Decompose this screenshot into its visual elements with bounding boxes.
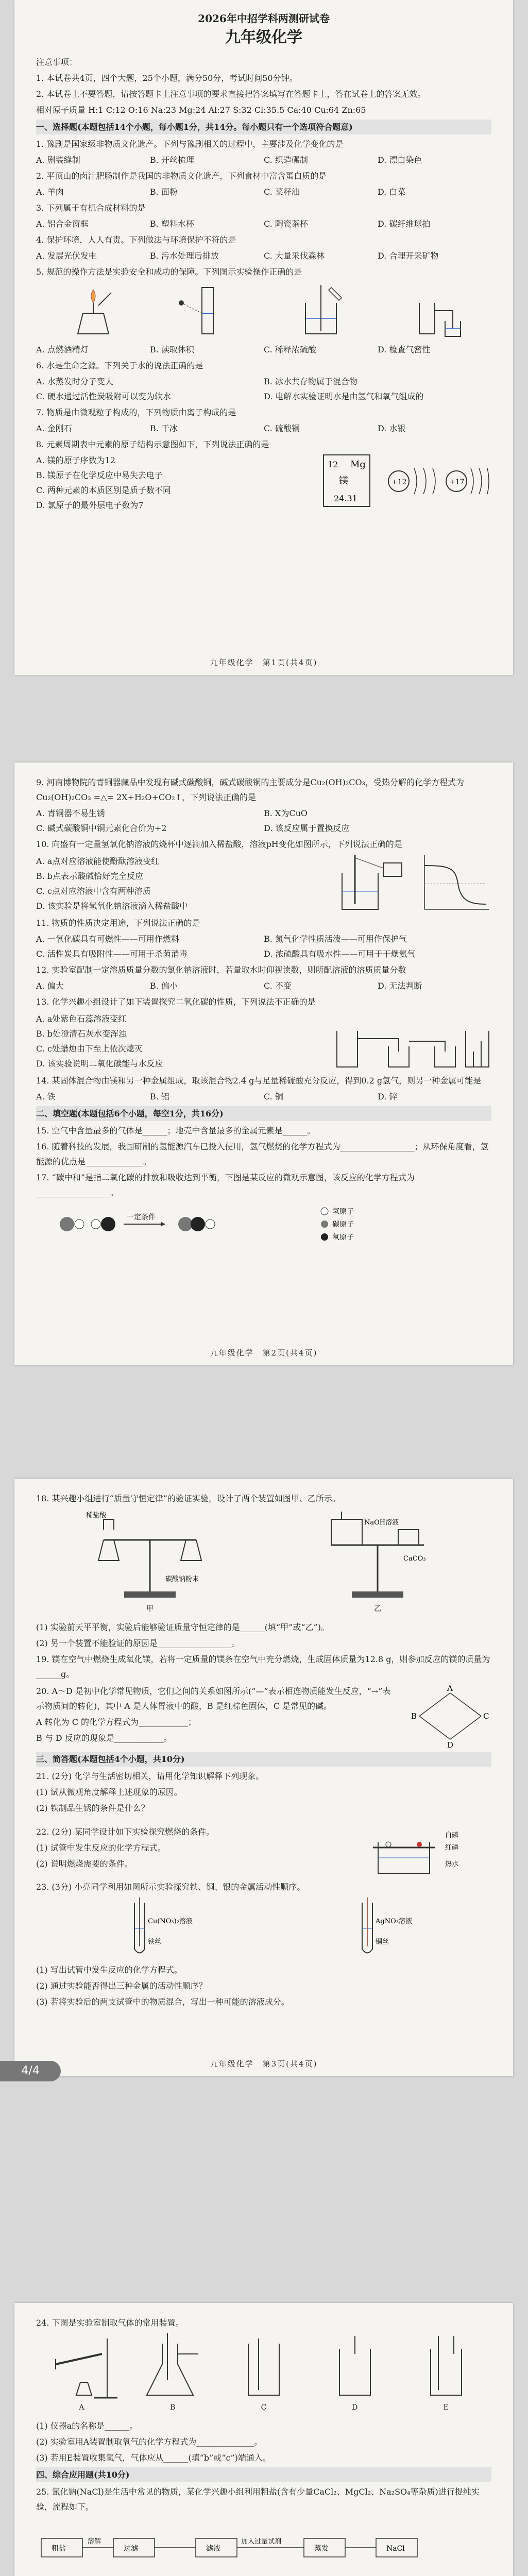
option: D. 水银 bbox=[378, 423, 406, 433]
option: C. 织造碾制 bbox=[264, 155, 308, 165]
legend-oxygen: 氧原子 bbox=[332, 1233, 354, 1242]
option: A. 金刚石 bbox=[36, 423, 72, 433]
option: D. 碳纤维球拍 bbox=[378, 219, 431, 229]
apparatus-label-e: E bbox=[443, 2403, 449, 2412]
apparatus-a bbox=[45, 2333, 117, 2400]
label-cuno3: Cu(NO₃)₂溶液 bbox=[148, 1918, 193, 1925]
subject-title: 九年级化学 bbox=[225, 28, 302, 46]
apparatus-b bbox=[137, 2333, 209, 2400]
question-14: 14. 某固体混合物由镁和另一种金属组成，取该混合物2.4 g与足量稀硫酸充分反应，得到0.2 g氢气，则另一种金属可能是 bbox=[36, 1076, 482, 1086]
node-a: A bbox=[447, 1684, 453, 1693]
q23-sub-1: (1) 写出试管中发生反应的化学方程式。 bbox=[36, 1965, 182, 1975]
relation-diagram bbox=[409, 1683, 491, 1750]
label-hot-water: 热水 bbox=[445, 1860, 459, 1868]
note-1: 1. 本试卷共4页，四个大题，25个小题，满分50分，考试时间50分钟。 bbox=[36, 73, 298, 83]
apparatus-c bbox=[228, 2333, 300, 2400]
q24-sub-2: (2) 实验室用A装置制取氧气的化学方程式为______________。 bbox=[36, 2437, 263, 2447]
question-19: 19. 镁在空气中燃烧生成氧化镁，若将一定质量的镁条在空气中充分燃烧，生成固体质量为12.8 g，则参加反应的镁的质量为______g。 bbox=[36, 1654, 490, 1679]
node-d: D bbox=[447, 1740, 454, 1750]
question-22: 22. (2分) 某同学设计如下实验探究燃烧的条件。 bbox=[36, 1826, 215, 1837]
question-1: 1. 豫剧是国家级非物质文化遗产。下列与豫剧相关的过程中，主要涉及化学变化的是 bbox=[36, 139, 344, 149]
option: C. 陶瓷茶杯 bbox=[264, 219, 308, 229]
q20-sub-2: B 与 D 反应的现象是____________。 bbox=[36, 1733, 172, 1743]
option: D. 氯原子的最外层电子数为7 bbox=[36, 500, 144, 510]
node-b: B bbox=[411, 1711, 417, 1721]
question-17: 17. “碳中和”是指二氧化碳的排放和吸收达到平衡，下图是某反应的微观示意图，该反应的化学方程式为__________________。 bbox=[36, 1173, 415, 1197]
node-c: C bbox=[483, 1711, 489, 1721]
atom-nucleus-left: +12 bbox=[391, 478, 407, 486]
dilution-figure bbox=[290, 282, 352, 339]
question-6: 6. 水是生命之源。下列关于水的说法正确的是 bbox=[36, 361, 203, 370]
option: B. X为CuO bbox=[264, 808, 308, 818]
question-2: 2. 平顶山的卤汁肥肠制作是我国的非物质文化遗产，下列食材中富含蛋白质的是 bbox=[36, 171, 327, 181]
option: B. 开丝梳理 bbox=[150, 155, 194, 165]
q18-sub-1: (1) 实验前天平平衡，实验后能够验证质量守恒定律的是______(填“甲”或“乙”)。 bbox=[36, 1622, 329, 1632]
exam-page-3 bbox=[14, 1479, 513, 2076]
figure-label-b: 乙 bbox=[374, 1605, 381, 1613]
q21-sub-2: (2) 铁制品生锈的条件是什么？ bbox=[36, 1803, 149, 1813]
option: A. 点燃酒精灯 bbox=[36, 345, 89, 354]
flow-step: 滤液 bbox=[206, 2545, 220, 2553]
question-4: 4. 保护环境，人人有责。下列做法与环境保护不符的是 bbox=[36, 235, 236, 245]
apparatus-e bbox=[410, 2333, 482, 2400]
question-10: 10. 向盛有一定量氢氧化钠溶液的烧杯中逐滴加入稀盐酸，溶液pH变化如图所示，下列说法正确的是 bbox=[36, 839, 402, 849]
element-name: 镁 bbox=[339, 476, 348, 486]
periodic-cell-and-atom-figure bbox=[321, 453, 491, 510]
legend-carbon: 碳原子 bbox=[332, 1221, 354, 1229]
page-indicator[interactable]: 4/4 bbox=[0, 2061, 61, 2081]
label-agno3: AgNO₃溶液 bbox=[376, 1918, 412, 1925]
flow-diagram bbox=[36, 2515, 491, 2576]
combustion-figure bbox=[368, 1817, 491, 1878]
balance-figure-b bbox=[311, 1509, 445, 1602]
option: D. 该反应属于置换反应 bbox=[264, 823, 350, 833]
option: A. 镁的原子序数为12 bbox=[36, 455, 116, 465]
airtight-check-figure bbox=[404, 282, 466, 339]
page-footer: 九年级化学 第2页(共4页) bbox=[210, 1348, 318, 1358]
balance-figure-a bbox=[83, 1509, 217, 1602]
option: C. 硫酸铜 bbox=[264, 423, 300, 433]
question-12: 12. 实验室配制一定溶质质量分数的氯化钠溶液时，若量取水时仰视读数，则所配溶液的溶质质量分数 bbox=[36, 965, 406, 975]
option: C. 稀释浓硫酸 bbox=[264, 345, 316, 354]
label-cu-wire: 铜丝 bbox=[376, 1938, 389, 1946]
q18-figures bbox=[36, 1509, 491, 1617]
apparatus-label-b: B bbox=[170, 2403, 176, 2412]
label-acid: 稀盐酸 bbox=[86, 1512, 107, 1519]
option: A. 剧装缝制 bbox=[36, 155, 80, 165]
option: B. 氮气化学性质活泼——可用作保护气 bbox=[264, 934, 407, 944]
option: A. 青铜器不易生锈 bbox=[36, 808, 105, 818]
question-6-options bbox=[36, 374, 491, 404]
q20-sub-1: A 转化为 C 的化学方程式为____________； bbox=[36, 1717, 197, 1727]
flow-step: 过滤 bbox=[124, 2545, 138, 2553]
page-footer: 九年级化学 第1页(共4页) bbox=[210, 658, 318, 667]
note-head: 注意事项： bbox=[36, 57, 78, 67]
q23-sub-3: (3) 若将实验后的两支试管中的物质混合，写出一种可能的溶液成分。 bbox=[36, 1997, 289, 2007]
q5-figures bbox=[36, 282, 491, 339]
option: B. 面粉 bbox=[150, 187, 178, 197]
question-1-options bbox=[36, 152, 491, 167]
option: A. a处紫色石蕊溶液变红 bbox=[36, 1014, 127, 1024]
option: B. b处澄清石灰水变浑浊 bbox=[36, 1029, 127, 1039]
micro-reaction-figure bbox=[36, 1201, 491, 1247]
option: D. 锌 bbox=[378, 1092, 398, 1101]
page-footer: 九年级化学 第3页(共4页) bbox=[210, 2059, 318, 2069]
flow-step: 蒸发 bbox=[314, 2545, 329, 2553]
question-13: 13. 化学兴趣小组设计了如下装置探究二氧化碳的性质，下列说法不正确的是 bbox=[36, 997, 316, 1007]
question-16: 16. 随着科技的发展，我国研制的氢能源汽车已投入使用，氢气燃烧的化学方程式为__________________；从环保角度看，氢能源的优点是______________。 bbox=[36, 1142, 489, 1166]
test-tube-2 bbox=[331, 1897, 424, 1959]
element-mass: 24.31 bbox=[334, 494, 357, 503]
question-3-options bbox=[36, 216, 491, 231]
question-9-options bbox=[36, 806, 491, 836]
option: B. 铝 bbox=[150, 1092, 169, 1101]
question-25: 25. 氯化钠(NaCl)是生活中常见的物质，某化学兴趣小组利用粗盐(含有少量CaCl₂、MgCl₂、Na₂SO₄等杂质)进行提纯实验，流程如下。 bbox=[36, 2487, 480, 2512]
apparatus-d bbox=[319, 2333, 391, 2400]
question-23: 23. (3分) 小亮同学利用如图所示实验探究铁、铜、银的金属活动性顺序。 bbox=[36, 1882, 305, 1892]
option: B. 污水处理后排放 bbox=[150, 251, 219, 261]
option: B. 读取体积 bbox=[150, 345, 194, 354]
option: C. 铜 bbox=[264, 1092, 283, 1101]
option: D. 浓硫酸具有吸水性——可用于干燥氨气 bbox=[264, 949, 416, 959]
option: A. 水蒸发时分子变大 bbox=[36, 377, 113, 386]
reaction-condition: 一定条件 bbox=[127, 1213, 156, 1222]
option: A. 偏大 bbox=[36, 981, 64, 991]
note-2: 2. 本试卷上不要答题，请按答题卡上注意事项的要求直接把答案填写在答题卡上，答在试卷上的答案无效。 bbox=[36, 89, 426, 99]
section-4-heading: 四、综合应用题(共10分) bbox=[36, 2467, 491, 2482]
flow-step: 粗盐 bbox=[52, 2545, 66, 2553]
option: D. 电解水实验证明水是由氢气和氧气组成的 bbox=[264, 392, 424, 401]
atom-nucleus-right: +17 bbox=[449, 478, 465, 486]
option: B. 干冰 bbox=[150, 423, 178, 433]
option: D. 合理开采矿物 bbox=[378, 251, 439, 261]
cylinder-figure bbox=[176, 282, 238, 339]
question-3: 3. 下列属于有机合成材料的是 bbox=[36, 203, 146, 213]
question-14-options bbox=[36, 1089, 491, 1104]
test-tube-1 bbox=[104, 1897, 196, 1959]
label-red-p: 红磷 bbox=[445, 1844, 459, 1852]
question-11-options bbox=[36, 931, 491, 961]
question-5: 5. 规范的操作方法是实验安全和成功的保障。下列图示实验操作正确的是 bbox=[36, 267, 302, 277]
ph-curve-figure bbox=[414, 853, 491, 914]
option: C. 不变 bbox=[264, 981, 292, 991]
label-fe-wire: 铁丝 bbox=[148, 1938, 162, 1946]
option: D. 无法判断 bbox=[378, 981, 422, 991]
flow-step: 加入过量试剂 bbox=[241, 2538, 282, 2546]
label-naoh: NaOH溶液 bbox=[364, 1519, 399, 1527]
option: C. 大量采伐森林 bbox=[264, 251, 325, 261]
question-15: 15. 空气中含量最多的气体是______；地壳中含量最多的金属元素是______。 bbox=[36, 1126, 316, 1136]
question-2-options bbox=[36, 184, 491, 199]
exam-title: 2026年中招学科两测研试卷 bbox=[198, 12, 330, 25]
label-carbonate: 碳酸钠粉末 bbox=[165, 1575, 199, 1583]
option: D. 检查气密性 bbox=[378, 345, 431, 354]
option: D. 该实验是将氢氧化钠溶液滴入稀盐酸中 bbox=[36, 901, 188, 911]
alcohol-lamp-figure bbox=[62, 282, 124, 339]
figure-label-a: 甲 bbox=[146, 1605, 154, 1613]
question-7: 7. 物质是由微观粒子构成的，下列物质由离子构成的是 bbox=[36, 408, 236, 417]
flow-step: NaCl bbox=[386, 2545, 405, 2553]
exam-page-2 bbox=[14, 762, 513, 1365]
question-20: 20. A～D 是初中化学常见物质，它们之间的关系如图所示(“—”表示相连物质能发生反应，“→”表示物质间的转化)，其中 A 是人体胃液中的酸，B 是红棕色固体，C 是常见的碱。 bbox=[36, 1686, 391, 1711]
option: A. 铁 bbox=[36, 1092, 56, 1101]
option: B. 偏小 bbox=[150, 981, 178, 991]
option: D. 漂白染色 bbox=[378, 155, 422, 165]
section-2-heading: 二、填空题(本题包括6个小题，每空1分，共16分) bbox=[36, 1106, 491, 1121]
option: C. 碱式碳酸铜中铜元素化合价为+2 bbox=[36, 823, 167, 833]
option: A. a点对应溶液能使酚酞溶液变红 bbox=[36, 856, 160, 866]
co2-apparatus-figure bbox=[327, 1010, 491, 1072]
question-12-options bbox=[36, 978, 491, 993]
option: B. 镁原子在化学反应中易失去电子 bbox=[36, 470, 163, 480]
legend-hydrogen: 氢原子 bbox=[332, 1208, 354, 1216]
option: C. 两种元素的本质区别是质子数不同 bbox=[36, 485, 171, 495]
element-number: 12 bbox=[328, 460, 338, 469]
option: A. 一氧化碳具有可燃性——可用作燃料 bbox=[36, 934, 179, 944]
question-24: 24. 下图是实验室制取气体的常用装置。 bbox=[36, 2318, 184, 2328]
flow-step: 溶解 bbox=[88, 2538, 101, 2546]
apparatus-label-d: D bbox=[352, 2403, 358, 2412]
option: D. 白菜 bbox=[378, 187, 406, 197]
option: B. 冰水共存物属于混合物 bbox=[264, 377, 357, 386]
section-3-heading: 三、简答题(本题包括4个小题，共10分) bbox=[36, 1752, 491, 1767]
q18-sub-2: (2) 另一个装置不能验证的原因是__________________。 bbox=[36, 1638, 240, 1648]
question-18: 18. 某兴趣小组进行“质量守恒定律”的验证实验，设计了两个装置如图甲、乙所示。 bbox=[36, 1494, 340, 1503]
exam-page-4 bbox=[14, 2303, 513, 2576]
question-7-options bbox=[36, 421, 491, 436]
option: A. 铝合金窗框 bbox=[36, 219, 89, 229]
option: A. 发展光伏发电 bbox=[36, 251, 97, 261]
q23-sub-2: (2) 通过实验能否得出三种金属的活动性顺序？ bbox=[36, 1981, 207, 1991]
option: B. b点表示酸碱恰好完全反应 bbox=[36, 871, 144, 881]
element-symbol: Mg bbox=[350, 459, 366, 470]
option: C. 硬水通过活性炭吸附可以变为软水 bbox=[36, 392, 171, 401]
option: D. 该实验说明二氧化碳能与水反应 bbox=[36, 1059, 163, 1069]
atomic-masses: 相对原子质量 H:1 C:12 O:16 Na:23 Mg:24 Al:27 S:32 Cl:35.5 Ca:40 Cu:64 Zn:65 bbox=[36, 105, 366, 115]
label-caco3: CaCO₃ bbox=[403, 1555, 426, 1563]
question-5-options bbox=[36, 342, 491, 357]
q24-apparatus bbox=[36, 2333, 491, 2415]
q23-figures bbox=[36, 1897, 491, 1959]
option: A. 羊肉 bbox=[36, 187, 64, 197]
section-1-heading: 一、选择题(本题包括14个小题，每小题1分，共14分。每小题只有一个选项符合题意) bbox=[36, 120, 491, 134]
question-11: 11. 物质的性质决定用途，下列说法正确的是 bbox=[36, 918, 200, 928]
question-4-options bbox=[36, 248, 491, 263]
option: C. c处蜡烛由下至上依次熄灭 bbox=[36, 1044, 143, 1054]
q24-sub-1: (1) 仪器a的名称是______。 bbox=[36, 2421, 138, 2431]
question-21: 21. (2分) 化学与生活密切相关，请用化学知识解释下列现象。 bbox=[36, 1771, 264, 1781]
option: C. c点对应溶液中含有两种溶质 bbox=[36, 886, 151, 896]
option: B. 塑料水杯 bbox=[150, 219, 194, 229]
option: C. 活性炭具有吸附性——可用于杀菌消毒 bbox=[36, 949, 188, 959]
q24-sub-3: (3) 若用E装置收集氢气，气体应从______(填“b”或“c”)端通入。 bbox=[36, 2453, 271, 2463]
exam-page-1 bbox=[14, 0, 513, 675]
apparatus-label-a: A bbox=[79, 2403, 84, 2412]
q22-sub-2: (2) 说明燃烧需要的条件。 bbox=[36, 1858, 133, 1869]
q21-sub-1: (1) 试从微观角度解释上述现象的原因。 bbox=[36, 1787, 182, 1797]
question-8: 8. 元素周期表中元素的原子结构示意图如下，下列说法正确的是 bbox=[36, 439, 269, 449]
q22-sub-1: (1) 试管中发生反应的化学方程式。 bbox=[36, 1842, 166, 1853]
question-9: 9. 河南博物院的青铜器藏品中发现有碱式碳酸铜，碱式碳酸铜的主要成分是Cu₂(OH)₂CO₃，受热分解的化学方程式为 Cu₂(OH)₂CO₃ =△= 2X+H₂O+CO₂↑，下列说法正确的是 bbox=[36, 777, 465, 802]
option: C. 菜籽油 bbox=[264, 187, 300, 197]
apparatus-label-c: C bbox=[261, 2403, 267, 2412]
ph-probe-figure bbox=[327, 853, 404, 914]
label-white-p: 白磷 bbox=[445, 1832, 459, 1839]
